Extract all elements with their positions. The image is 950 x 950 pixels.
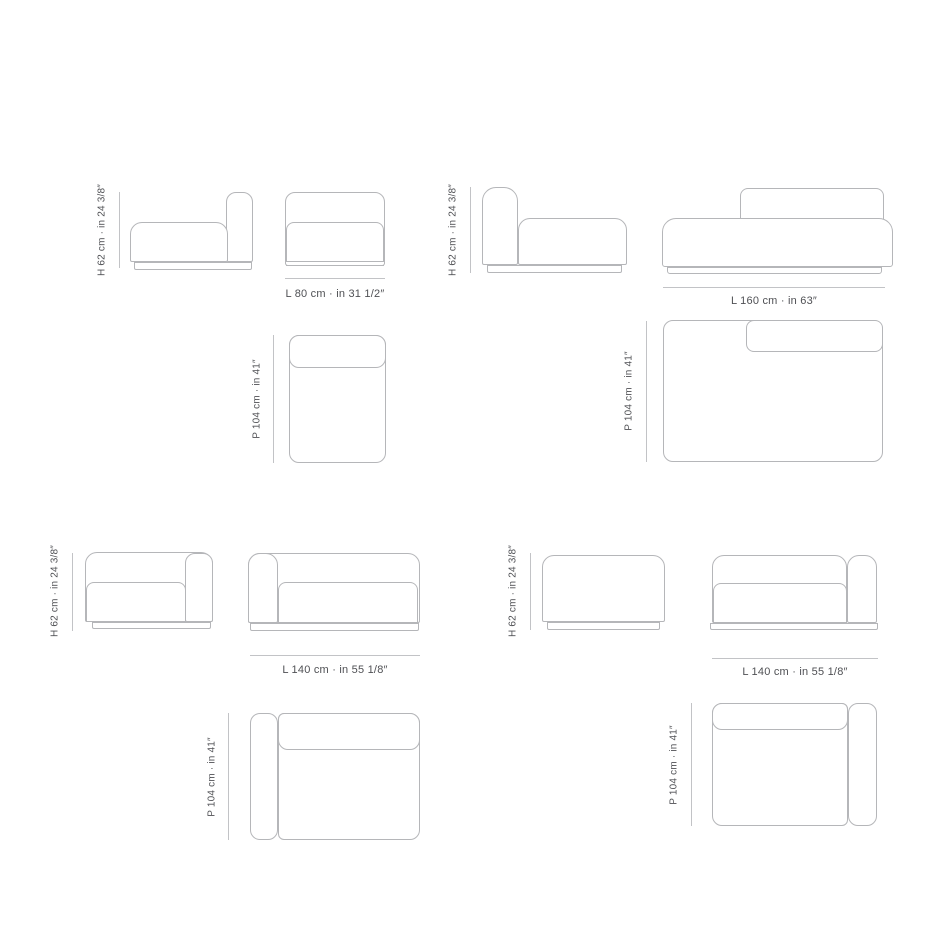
depth-dimension-label: P 104 cm · in 41″ [623,351,635,431]
height-dimension-label: H 62 cm · in 24 3/8″ [507,544,519,638]
front-view-seat [662,218,893,267]
front-view-armrest [248,553,278,623]
front-view-armrest [847,555,877,623]
top-view-backrest [278,713,420,750]
depth-dimension-line [691,703,692,826]
height-dimension-label: H 62 cm · in 24 3/8″ [447,183,459,277]
length-dimension-line [663,287,885,288]
front-view-seat-cushion [286,222,384,266]
side-view-backrest [482,187,518,265]
top-view-backrest [746,320,883,352]
side-view-seat-cushion [130,222,228,262]
length-dimension-line [285,278,385,279]
length-dimension-label: L 80 cm · in 31 1/2″ [285,288,385,300]
side-view-plinth [547,622,660,630]
front-view-plinth [285,261,385,266]
depth-dimension-label: P 104 cm · in 41″ [668,725,680,805]
length-dimension-label: L 140 cm · in 55 1/8″ [282,664,388,676]
length-dimension-label: L 160 cm · in 63″ [730,295,818,307]
height-dimension-label: H 62 cm · in 24 3/8″ [96,183,108,277]
side-view-seat-cushion [86,582,186,622]
height-dimension-line [470,187,471,273]
top-view-backrest [712,703,848,730]
height-dimension-line [530,553,531,630]
depth-dimension-label: P 104 cm · in 41″ [206,737,218,817]
front-view-plinth [667,267,882,274]
front-view-seat-cushion [713,583,847,623]
length-dimension-line [250,655,420,656]
depth-dimension-line [646,321,647,462]
side-view-seat-cushion [518,218,627,265]
top-view-armrest [250,713,278,840]
height-dimension-label: H 62 cm · in 24 3/8″ [49,544,61,638]
length-dimension-label: L 140 cm · in 55 1/8″ [742,666,848,678]
side-view-body [542,555,665,622]
length-dimension-line [712,658,878,659]
side-view-backrest [226,192,253,262]
top-view-armrest [848,703,877,826]
side-view-plinth [487,265,622,273]
front-view-plinth [710,623,878,630]
side-view-plinth [92,622,211,629]
side-view-armrest [185,553,213,622]
front-view-seat-cushion [278,582,418,623]
top-view-backrest [289,335,386,368]
depth-dimension-line [273,335,274,463]
depth-dimension-line [228,713,229,840]
side-view-plinth [134,262,252,270]
depth-dimension-label: P 104 cm · in 41″ [251,359,263,439]
height-dimension-line [72,553,73,631]
front-view-plinth [250,623,419,631]
height-dimension-line [119,192,120,268]
